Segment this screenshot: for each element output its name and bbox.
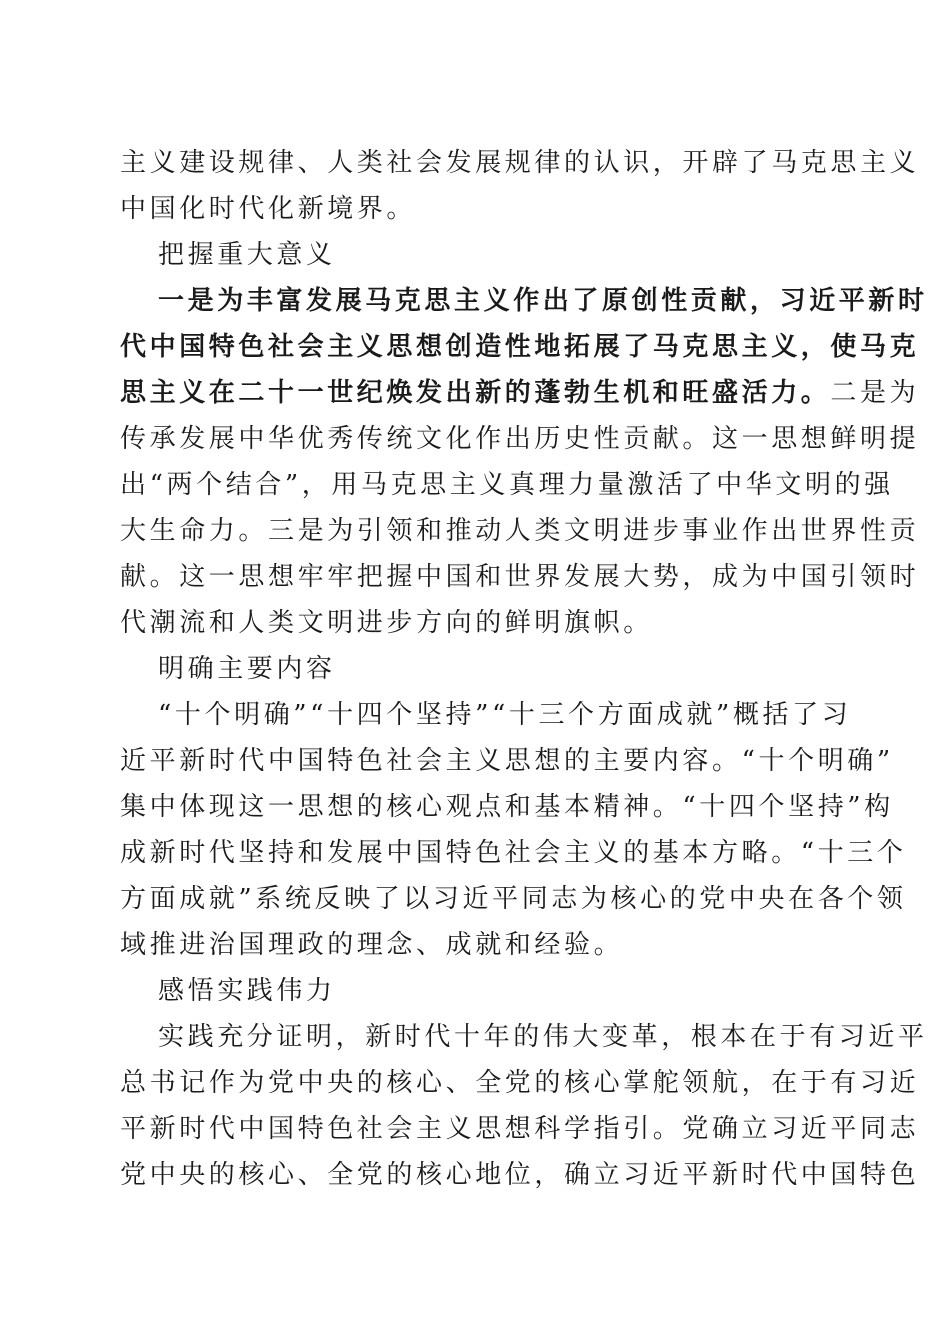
text-line: 总书记作为党中央的核心、全党的核心掌舵领航，在于有习近 bbox=[120, 1068, 920, 1098]
bold-span: 思主义在二十一世纪焕发出新的蓬勃生机和旺盛活力。 bbox=[120, 378, 831, 408]
text-line: 主义建设规律、人类社会发展规律的认识，开辟了马克思主义 bbox=[120, 148, 920, 178]
text-line: 方面成就”系统反映了以习近平同志为核心的党中央在各个领 bbox=[120, 884, 907, 914]
text-line: 代中国特色社会主义思想创造性地拓展了马克思主义，使马克 bbox=[120, 332, 920, 362]
text-line: 一是为丰富发展马克思主义作出了原创性贡献，习近平新时 bbox=[158, 286, 928, 316]
normal-span: 二是为 bbox=[830, 378, 920, 408]
section-heading-content: 明确主要内容 bbox=[158, 654, 336, 684]
text-line: 近平新时代中国特色社会主义思想的主要内容。“十个明确” bbox=[120, 746, 894, 776]
text-line: 平新时代中国特色社会主义思想科学指引。党确立习近平同志 bbox=[120, 1114, 920, 1144]
section-heading-practice: 感悟实践伟力 bbox=[158, 976, 336, 1006]
text-line: 党中央的核心、全党的核心地位，确立习近平新时代中国特色 bbox=[120, 1160, 920, 1190]
text-line: 代潮流和人类文明进步方向的鲜明旗帜。 bbox=[120, 608, 653, 638]
text-line: 献。这一思想牢牢把握中国和世界发展大势，成为中国引领时 bbox=[120, 562, 920, 592]
body-text bbox=[120, 140, 928, 1198]
text-line: 成新时代坚持和发展中国特色社会主义的基本方略。“十三个 bbox=[120, 838, 907, 868]
text-line: 中国化时代化新境界。 bbox=[120, 194, 417, 224]
text-line: 大生命力。三是为引领和推动人类文明进步事业作出世界性贡 bbox=[120, 516, 920, 546]
section-heading-significance: 把握重大意义 bbox=[158, 240, 336, 270]
text-line: “十个明确”“十四个坚持”“十三个方面成就”概括了习 bbox=[158, 700, 852, 730]
text-line: 传承发展中华优秀传统文化作出历史性贡献。这一思想鲜明提 bbox=[120, 424, 920, 454]
text-line: 出“两个结合”，用马克思主义真理力量激活了中华文明的强 bbox=[120, 470, 894, 500]
text-line: 实践充分证明，新时代十年的伟大变革，根本在于有习近平 bbox=[158, 1022, 928, 1052]
text-line-mixed bbox=[120, 370, 920, 416]
text-line: 域推进治国理政的理念、成就和经验。 bbox=[120, 930, 624, 960]
text-line: 集中体现这一思想的核心观点和基本精神。“十四个坚持”构 bbox=[120, 792, 894, 822]
